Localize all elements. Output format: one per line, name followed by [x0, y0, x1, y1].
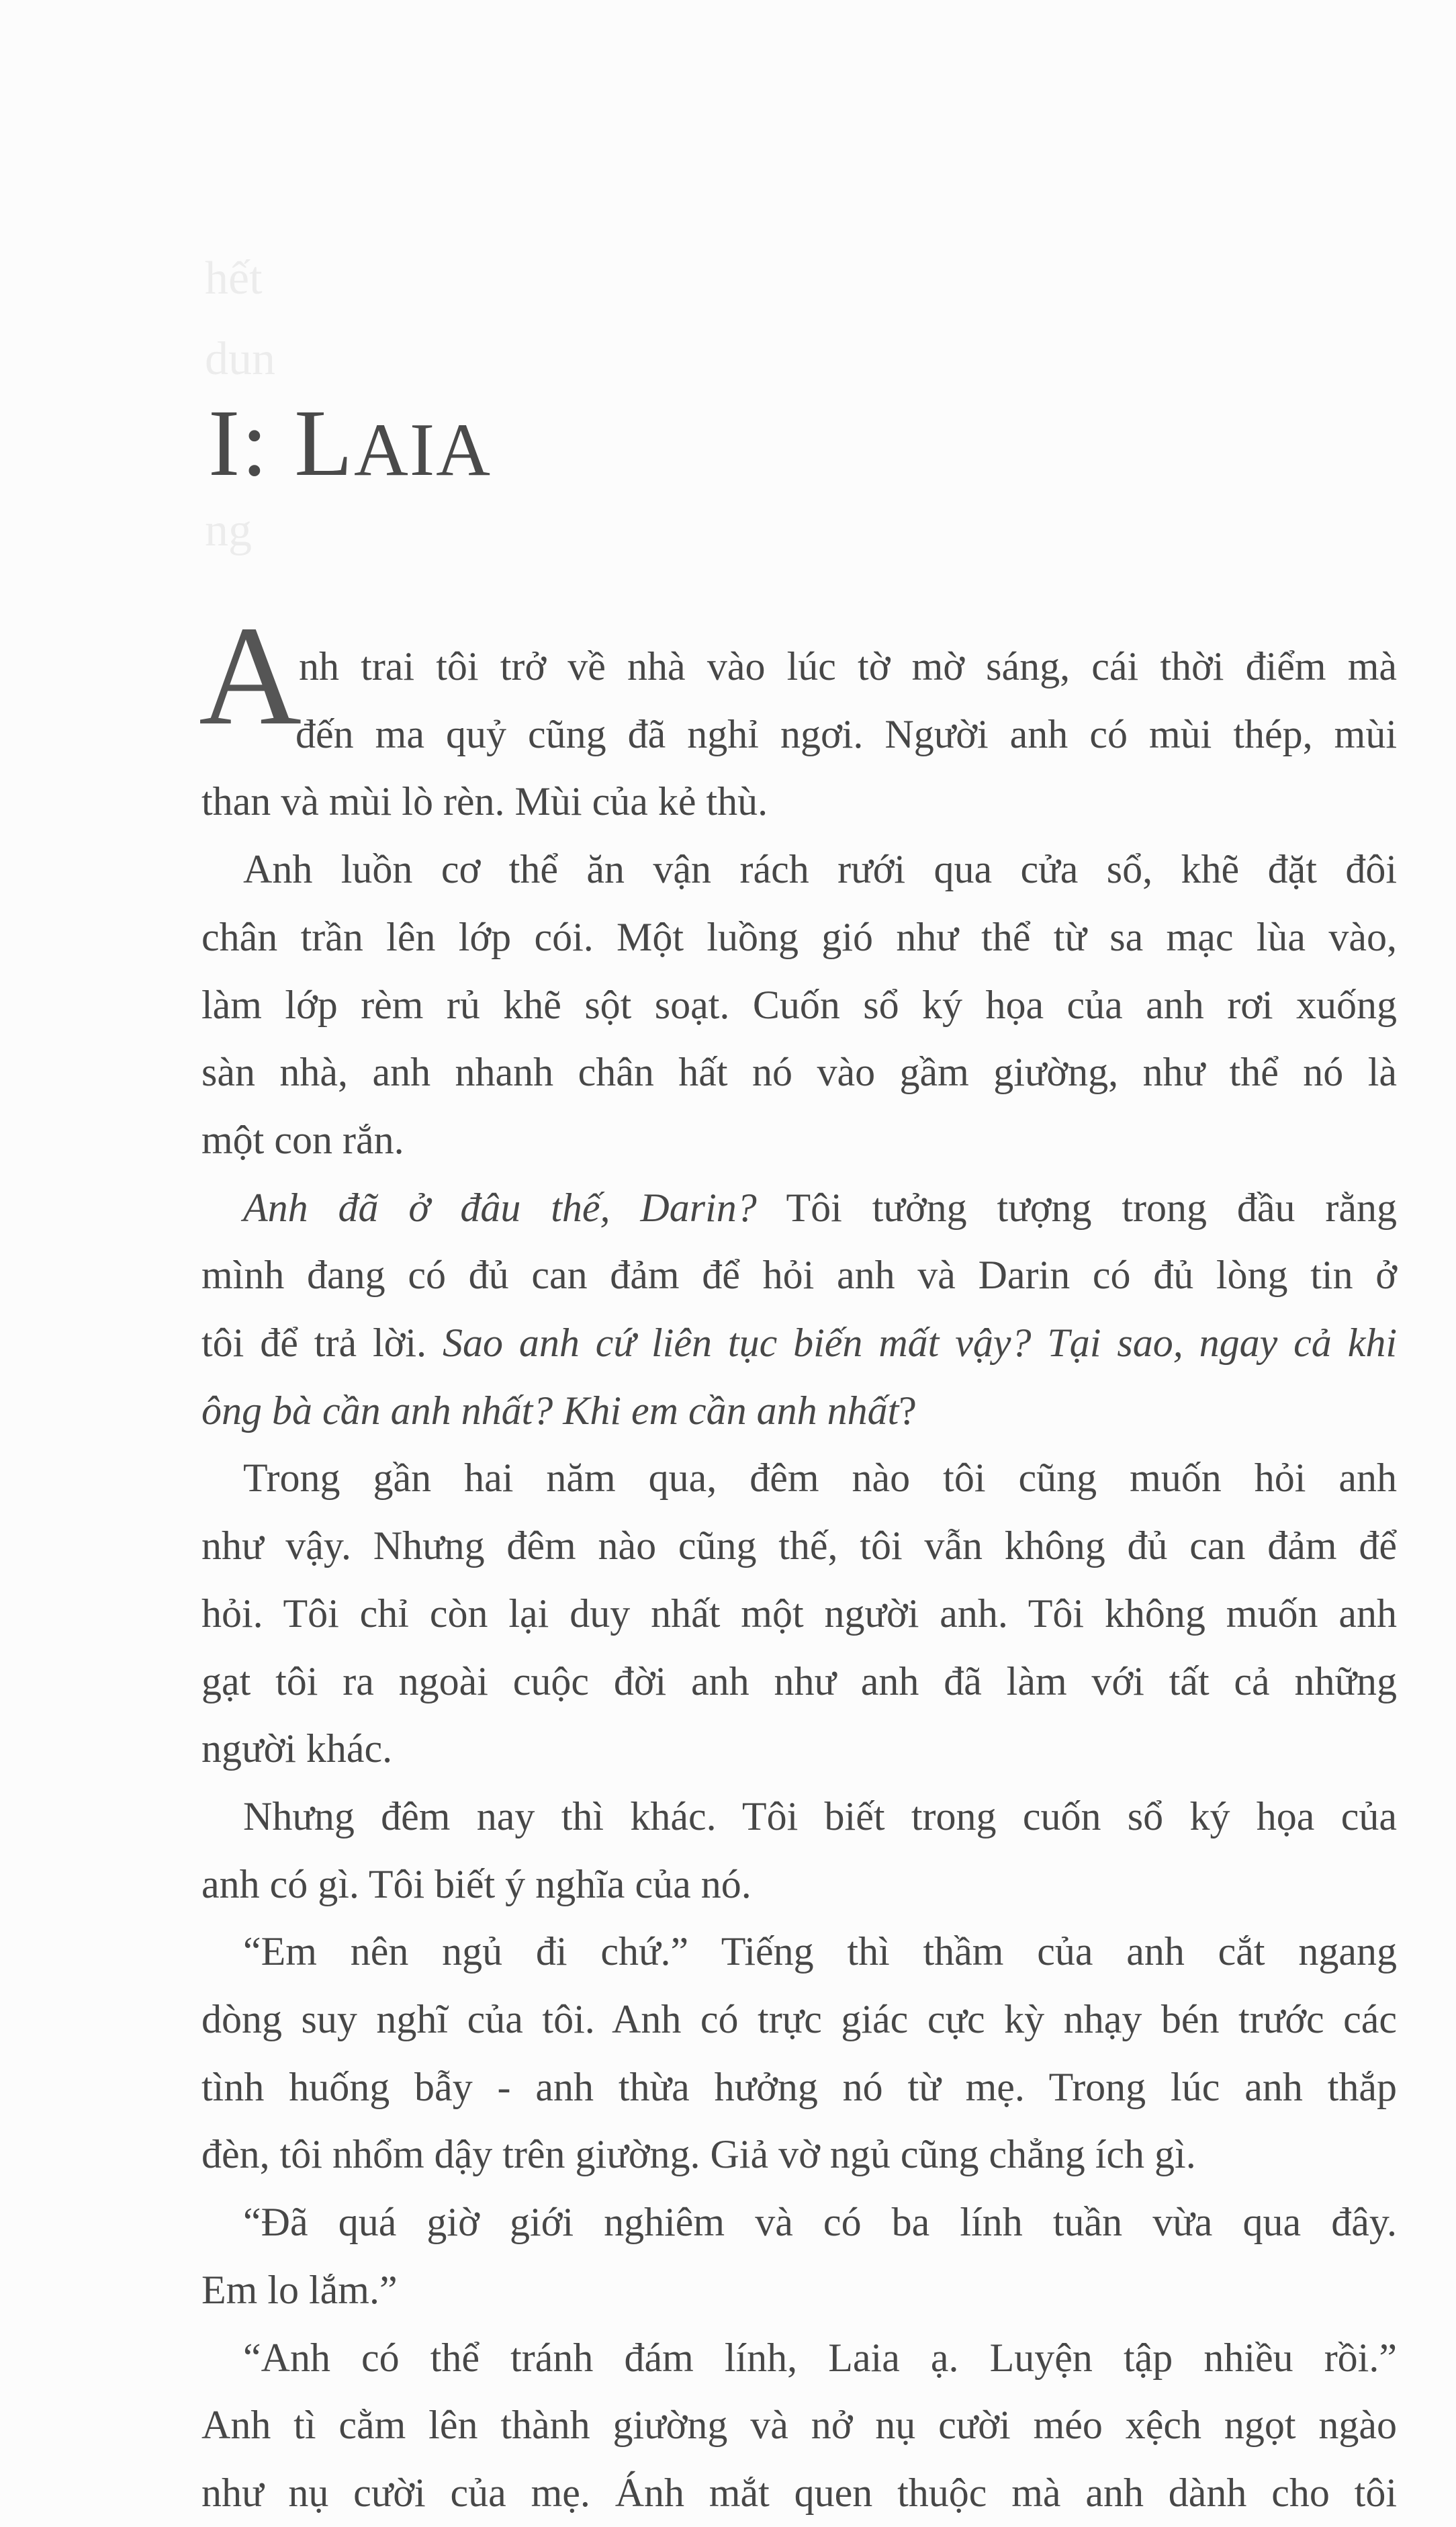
text-segment: Nhưng đêm nay thì khác. Tôi biết trong cuốn sổ ký họa của	[243, 1793, 1397, 1838]
text-line-content	[201, 1512, 1397, 1580]
italic-text: Anh đã ở đâu thế, Darin?	[243, 1185, 757, 1230]
text-segment: than và mùi lò rèn. Mùi của kẻ thù.	[201, 779, 768, 824]
chapter-numeral: I:	[208, 390, 269, 496]
text-line-content	[201, 2121, 1196, 2188]
text-segment: như vậy. Nhưng đêm nào cũng thế, tôi vẫn không đủ can đảm để	[201, 1523, 1397, 1568]
text-line-content	[201, 1580, 1397, 1648]
text-segment: mình đang có đủ can đảm để hỏi anh và Darin có đủ lòng tin ở	[201, 1253, 1397, 1298]
text-line	[201, 1580, 1397, 1648]
text-line	[201, 1377, 1397, 1445]
text-segment: “Anh có thể tránh đám lính, Laia ạ. Luyện tập nhiều rồi.”	[243, 2335, 1397, 2380]
text-line-content	[243, 1783, 1397, 1851]
text-segment: một con rắn.	[201, 1117, 404, 1162]
drop-cap: A	[199, 596, 302, 754]
text-segment: Trong gần hai năm qua, đêm nào tôi cũng muốn hỏi anh	[243, 1456, 1397, 1501]
text-line	[243, 1174, 1397, 1242]
text-line-content	[201, 1106, 404, 1174]
text-segment: Em lo lắm.”	[201, 2267, 398, 2312]
text-line-content	[243, 1444, 1397, 1512]
text-line-content	[201, 1241, 1397, 1309]
text-segment: ?	[899, 1388, 917, 1433]
italic-text: Sao anh cứ liên tục biến mất vậy? Tại sao, ngay cả khi	[442, 1321, 1397, 1365]
bleed-through-text: ng	[205, 504, 252, 556]
text-line-content	[201, 2391, 1397, 2459]
text-segment: hỏi. Tôi chỉ còn lại duy nhất một người anh. Tôi không muốn anh	[201, 1591, 1397, 1636]
text-segment: gạt tôi ra ngoài cuộc đời anh như anh đã làm với tất cả những	[201, 1658, 1397, 1703]
text-segment: như nụ cười của mẹ. Ánh mắt quen thuộc mà anh dành cho tôi	[201, 2470, 1397, 2515]
text-line	[201, 1851, 1397, 1918]
text-line	[201, 1986, 1397, 2053]
text-line-content	[201, 1715, 392, 1783]
text-segment: nh trai tôi trở về nhà vào lúc tờ mờ sáng, cái thời điểm mà	[299, 644, 1397, 689]
text-line-content	[299, 633, 1397, 701]
text-line-content	[243, 2188, 1397, 2256]
text-line	[243, 2324, 1397, 2392]
text-line-content	[201, 903, 1397, 971]
text-line-content	[243, 1918, 1397, 1986]
text-line	[295, 701, 1397, 768]
text-segment: chân trần lên lớp cói. Một luồng gió như thể từ sa mạc lùa vào,	[201, 914, 1397, 959]
bleed-through-text: hết	[205, 253, 263, 304]
text-segment: tôi để trả lời.	[201, 1321, 443, 1365]
text-line-content	[201, 1648, 1397, 1716]
text-line	[201, 2256, 1397, 2324]
text-line	[243, 1444, 1397, 1512]
text-segment: Anh tì cằm lên thành giường và nở nụ cười méo xệch ngọt ngào	[201, 2403, 1397, 2448]
italic-text: ông bà cần anh nhất? Khi em cần anh nhất	[201, 1388, 899, 1433]
text-line	[299, 633, 1397, 701]
text-line-content	[201, 2053, 1397, 2121]
text-line	[201, 1648, 1397, 1716]
text-line	[201, 1241, 1397, 1309]
chapter-name-initial: L	[294, 390, 354, 496]
text-line	[201, 2121, 1397, 2188]
text-line-content	[295, 701, 1397, 768]
text-line	[201, 1715, 1397, 1783]
text-segment: dòng suy nghĩ của tôi. Anh có trực giác cực kỳ nhạy bén trước các	[201, 1997, 1397, 2041]
text-line	[243, 2188, 1397, 2256]
text-line	[201, 768, 1397, 836]
text-line	[201, 1512, 1397, 1580]
text-line	[201, 971, 1397, 1039]
text-segment: Tôi tưởng tượng trong đầu rằng	[756, 1185, 1397, 1230]
text-line	[243, 1918, 1397, 1986]
chapter-title	[208, 390, 492, 496]
text-line-content	[201, 768, 768, 836]
text-line-content	[201, 1851, 752, 1918]
text-line	[201, 2391, 1397, 2459]
text-line	[243, 1783, 1397, 1851]
text-segment: đèn, tôi nhổm dậy trên giường. Giả vờ ngủ cũng chẳng ích gì.	[201, 2132, 1196, 2177]
text-line-content	[243, 1174, 1397, 1242]
chapter-name-rest: AIA	[354, 408, 492, 492]
text-line-content	[201, 1038, 1397, 1106]
text-line-content	[201, 1986, 1397, 2053]
text-line-content	[201, 2459, 1397, 2527]
text-line	[243, 836, 1397, 903]
text-line	[201, 2459, 1397, 2527]
text-line	[201, 1038, 1397, 1106]
text-line-content	[201, 971, 1397, 1039]
text-segment: tình huống bẫy - anh thừa hưởng nó từ mẹ. Trong lúc anh thắp	[201, 2064, 1397, 2109]
text-line-content	[201, 1309, 1397, 1377]
text-segment: “Đã quá giờ giới nghiêm và có ba lính tuần vừa qua đây.	[243, 2200, 1397, 2245]
text-segment: làm lớp rèm rủ khẽ sột soạt. Cuốn sổ ký họa của anh rơi xuống	[201, 982, 1397, 1027]
text-line	[201, 903, 1397, 971]
text-line-content	[243, 2324, 1397, 2392]
text-segment: sàn nhà, anh nhanh chân hất nó vào gầm giường, như thể nó là	[201, 1050, 1397, 1095]
text-line-content	[243, 836, 1397, 903]
text-segment: anh có gì. Tôi biết ý nghĩa của nó.	[201, 1861, 752, 1906]
text-line	[201, 2053, 1397, 2121]
text-line-content	[201, 2256, 398, 2324]
text-line	[201, 1106, 1397, 1174]
text-line-content	[201, 1377, 917, 1445]
text-line	[201, 1309, 1397, 1377]
text-segment: người khác.	[201, 1726, 393, 1771]
text-segment: Anh luồn cơ thể ăn vận rách rưới qua cửa sổ, khẽ đặt đôi	[243, 847, 1397, 892]
bleed-through-text: dun	[205, 333, 275, 385]
text-segment: đến ma quỷ cũng đã nghỉ ngơi. Người anh có mùi thép, mùi	[295, 711, 1397, 756]
text-segment: “Em nên ngủ đi chứ.” Tiếng thì thầm của anh cắt ngang	[243, 1929, 1397, 1974]
